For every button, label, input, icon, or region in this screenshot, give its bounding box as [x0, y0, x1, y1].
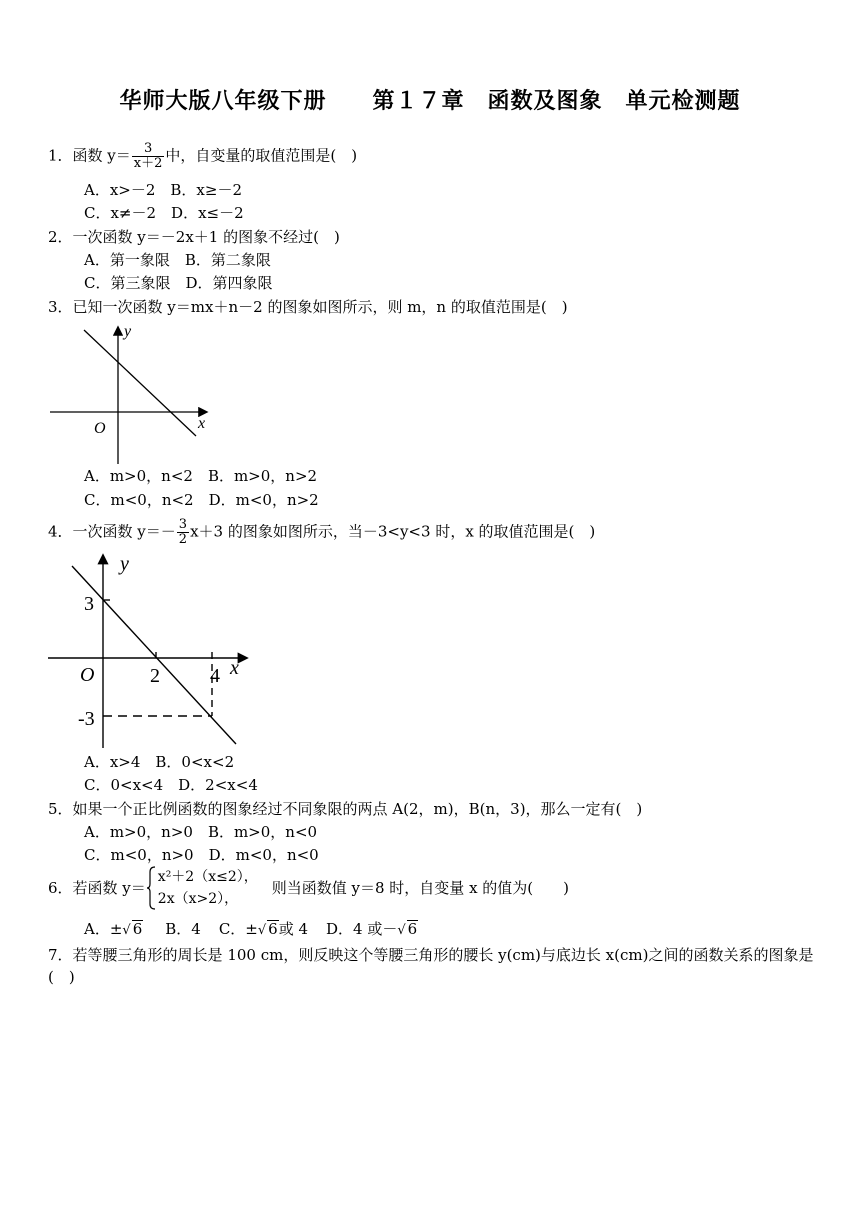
question-4-fraction [177, 518, 189, 547]
question-4-graph [40, 548, 260, 753]
fraction-numerator: 3 [132, 142, 165, 157]
question-2-options-ab: A．第一象限 B．第二象限 [84, 251, 271, 269]
y-tick-label-neg3: -3 [78, 708, 95, 730]
page-title: 华师大版八年级下册 第１７章 函数及图象 单元检测题 [119, 89, 741, 114]
question-1-fraction [132, 142, 165, 171]
fraction-denominator: 2 [178, 532, 188, 547]
option-c-suffix: 或 4 [278, 920, 309, 938]
x-axis-label: x [230, 657, 239, 679]
piecewise-case-2: 2x（x>2）， [157, 891, 239, 907]
option-d-prefix: D．4 或－ [326, 920, 398, 938]
x-tick-label-2: 2 [150, 665, 160, 687]
option-b: B．4 [165, 920, 201, 938]
fraction-denominator: x＋2 [133, 156, 163, 171]
option-c-prefix: C．± [218, 920, 258, 938]
fraction-numerator: 3 [178, 517, 188, 532]
sqrt-icon: √ [257, 923, 267, 938]
y-axis-label: y [120, 553, 129, 575]
sqrt-icon: √ [397, 923, 406, 938]
question-4-suffix: x＋3 的图象如图所示，当－3<y<3 时，x 的取值范围是( ) [190, 522, 596, 541]
option-d-radicand: 6 [407, 920, 418, 938]
question-7: 7．若等腰三角形的周长是 100 cm，则反映这个等腰三角形的腰长 y(cm)与底边长 x(cm)之间的函数关系的图象是( ) [48, 946, 814, 986]
question-2-options-cd: C．第三象限 D．第四象限 [84, 274, 273, 292]
question-6-prefix: 6．若函数 y＝ [48, 879, 146, 897]
question-3-options-cd: C．m<0，n<2 D．m<0，n>2 [84, 491, 319, 509]
question-3-graph [40, 318, 220, 468]
question-6 [48, 866, 569, 910]
question-1-suffix: 中，自变量的取值范围是( ) [165, 146, 358, 165]
question-1 [48, 142, 357, 171]
sqrt-icon: √ [122, 923, 131, 938]
question-2: 2．一次函数 y＝－2x＋1 的图象不经过( ) [48, 228, 340, 246]
question-5-options-ab: A．m>0，n>0 B．m>0，n<0 [84, 823, 318, 841]
question-4-options-ab: A．x>4 B．0<x<2 [84, 753, 235, 771]
option-a-prefix: A．± [84, 920, 123, 938]
question-1-options-ab: A．x>－2 B．x≥－2 [84, 181, 242, 199]
question-4-options-cd: C．0<x<4 D．2<x<4 [84, 776, 258, 794]
question-6-options [84, 919, 418, 941]
y-tick-label-3: 3 [84, 593, 94, 615]
piecewise-case-1: x²＋2（x≤2）， [157, 869, 258, 885]
question-5: 5．如果一个正比例函数的图象经过不同象限的两点 A(2，m)，B(n，3)，那么一定有( ) [48, 800, 643, 818]
option-a-radicand: 6 [132, 920, 143, 938]
x-tick-label-4: 4 [210, 665, 220, 687]
origin-label: O [80, 664, 95, 686]
question-3-options-ab: A．m>0，n<2 B．m>0，n>2 [84, 467, 318, 485]
question-3: 3．已知一次函数 y＝mx＋n－2 的图象如图所示，则 m，n 的取值范围是( ) [48, 298, 568, 316]
question-4 [48, 518, 595, 547]
question-4-prefix: 4．一次函数 y＝－ [48, 522, 176, 541]
question-5-options-cd: C．m<0，n>0 D．m<0，n<0 [84, 846, 319, 864]
origin-label: O [94, 420, 106, 437]
x-axis-label: x [198, 415, 206, 432]
y-axis-label: y [124, 323, 132, 340]
question-1-options-cd: C．x≠－2 D．x≤－2 [84, 204, 244, 222]
left-brace-icon [146, 866, 156, 910]
question-1-prefix: 1．函数 y＝ [48, 146, 131, 165]
question-6-suffix: 则当函数值 y＝8 时，自变量 x 的值为( ) [271, 879, 570, 897]
piecewise-definition [146, 866, 258, 910]
option-c-radicand: 6 [268, 920, 278, 938]
